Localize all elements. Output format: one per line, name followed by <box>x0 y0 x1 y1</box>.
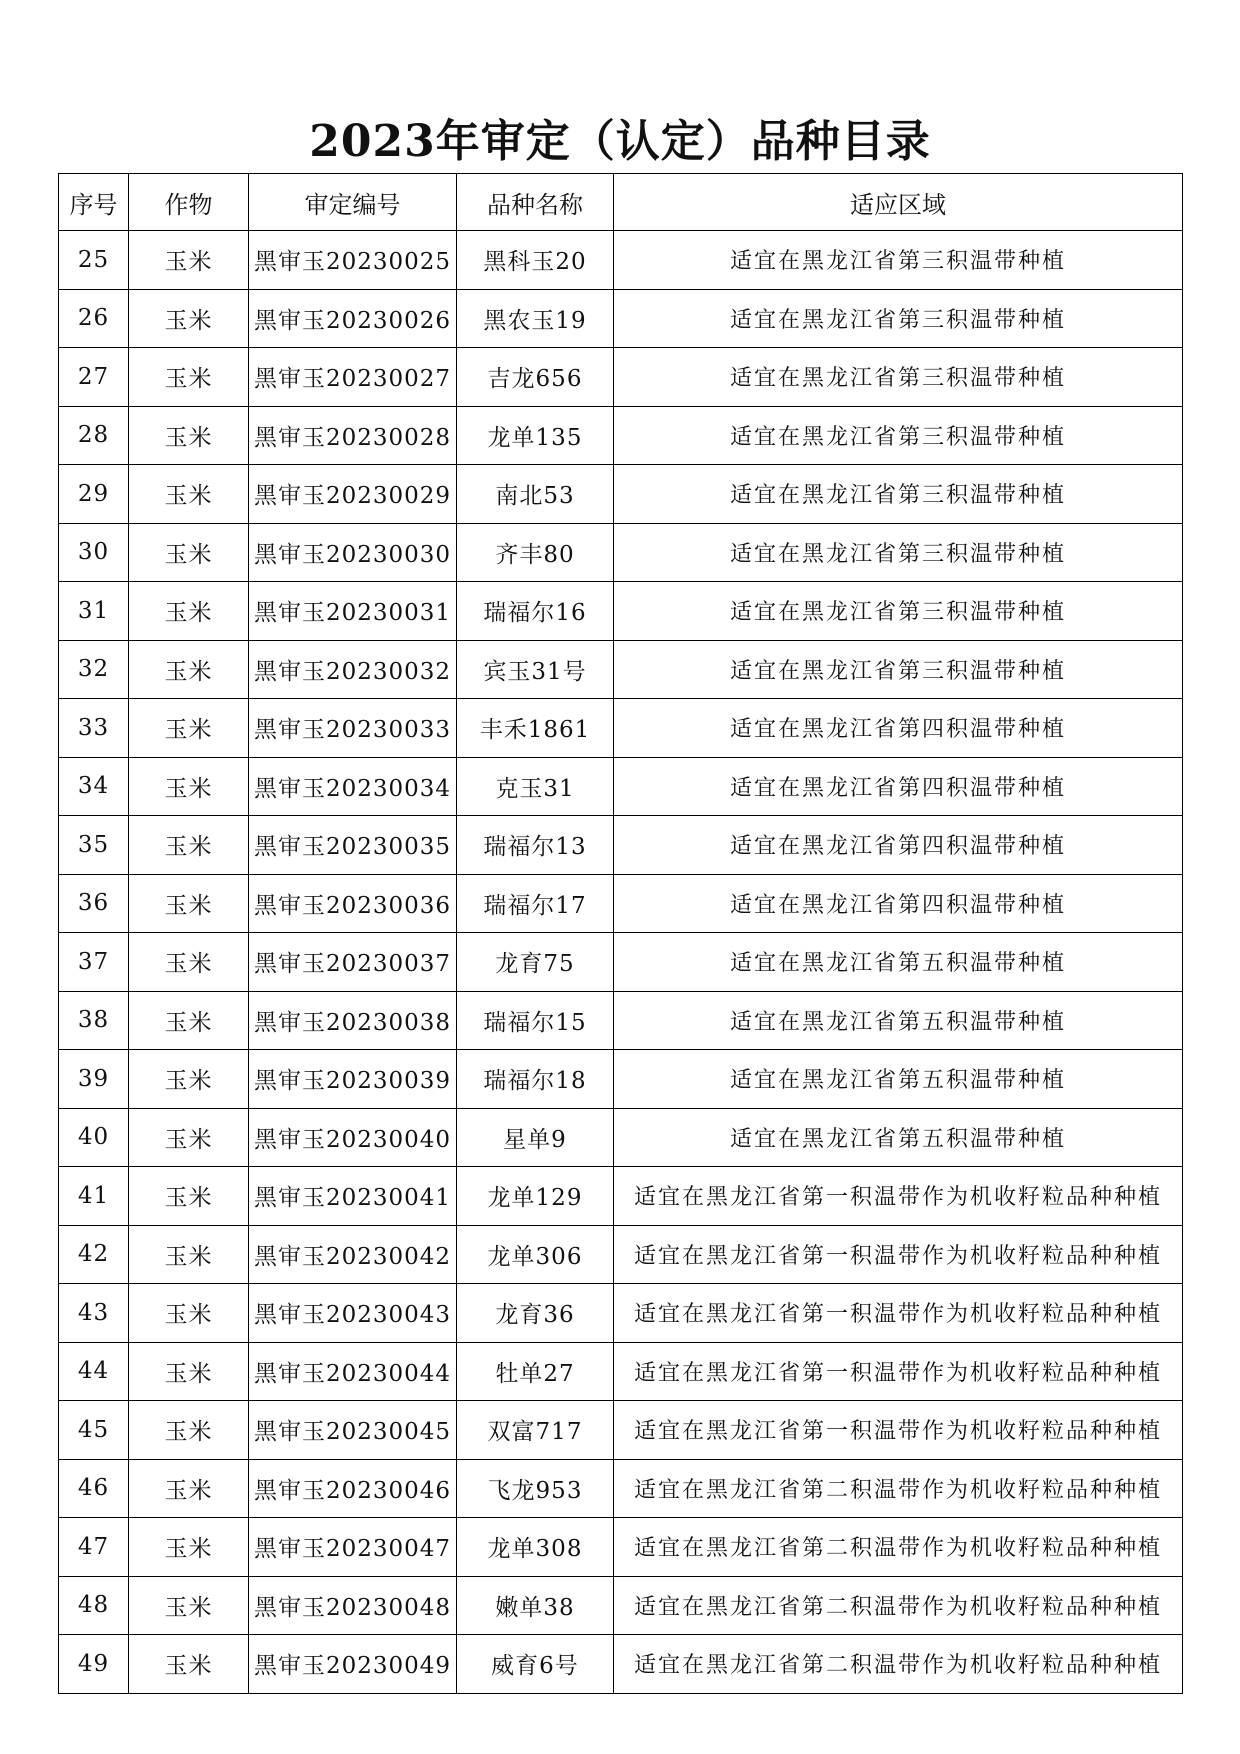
table-row <box>59 1518 1183 1577</box>
cell-no: 27 <box>59 348 129 407</box>
cell-variety: 龙单308 <box>457 1518 614 1577</box>
cell-no: 40 <box>59 1108 129 1167</box>
cell-region: 适宜在黑龙江省第二积温带作为机收籽粒品种种植 <box>614 1459 1183 1518</box>
cell-code: 黑审玉20230032 <box>249 640 457 699</box>
cell-region: 适宜在黑龙江省第三积温带种植 <box>614 523 1183 582</box>
table-row <box>59 582 1183 641</box>
cell-region: 适宜在黑龙江省第二积温带作为机收籽粒品种种植 <box>614 1576 1183 1635</box>
cell-crop: 玉米 <box>129 289 249 348</box>
table-row <box>59 1050 1183 1109</box>
cell-crop: 玉米 <box>129 1225 249 1284</box>
cell-no: 42 <box>59 1225 129 1284</box>
column-header-variety: 品种名称 <box>457 174 614 231</box>
cell-crop: 玉米 <box>129 348 249 407</box>
cell-variety: 龙单129 <box>457 1167 614 1226</box>
cell-code: 黑审玉20230042 <box>249 1225 457 1284</box>
cell-crop: 玉米 <box>129 757 249 816</box>
table-row <box>59 289 1183 348</box>
cell-region: 适宜在黑龙江省第三积温带种植 <box>614 289 1183 348</box>
cell-variety: 克玉31 <box>457 757 614 816</box>
table-row <box>59 991 1183 1050</box>
cell-region: 适宜在黑龙江省第一积温带作为机收籽粒品种种植 <box>614 1167 1183 1226</box>
cell-code: 黑审玉20230037 <box>249 933 457 992</box>
cell-no: 35 <box>59 816 129 875</box>
cell-variety: 龙育75 <box>457 933 614 992</box>
table-row <box>59 1108 1183 1167</box>
cell-code: 黑审玉20230038 <box>249 991 457 1050</box>
cell-variety: 星单9 <box>457 1108 614 1167</box>
cell-code: 黑审玉20230040 <box>249 1108 457 1167</box>
cell-region: 适宜在黑龙江省第四积温带种植 <box>614 757 1183 816</box>
cell-region: 适宜在黑龙江省第三积温带种植 <box>614 582 1183 641</box>
cell-code: 黑审玉20230046 <box>249 1459 457 1518</box>
cell-no: 34 <box>59 757 129 816</box>
cell-code: 黑审玉20230031 <box>249 582 457 641</box>
cell-code: 黑审玉20230044 <box>249 1342 457 1401</box>
cell-no: 26 <box>59 289 129 348</box>
cell-region: 适宜在黑龙江省第一积温带作为机收籽粒品种种植 <box>614 1284 1183 1343</box>
cell-no: 49 <box>59 1635 129 1694</box>
cell-no: 46 <box>59 1459 129 1518</box>
cell-region: 适宜在黑龙江省第五积温带种植 <box>614 1050 1183 1109</box>
table-row <box>59 348 1183 407</box>
cell-no: 37 <box>59 933 129 992</box>
table-row <box>59 1225 1183 1284</box>
cell-variety: 瑞福尔13 <box>457 816 614 875</box>
cell-variety: 南北53 <box>457 465 614 524</box>
cell-no: 41 <box>59 1167 129 1226</box>
cell-variety: 黑农玉19 <box>457 289 614 348</box>
cell-region: 适宜在黑龙江省第一积温带作为机收籽粒品种种植 <box>614 1401 1183 1460</box>
cell-region: 适宜在黑龙江省第四积温带种植 <box>614 699 1183 758</box>
table-row <box>59 231 1183 290</box>
cell-crop: 玉米 <box>129 1108 249 1167</box>
cell-region: 适宜在黑龙江省第三积温带种植 <box>614 406 1183 465</box>
cell-region: 适宜在黑龙江省第一积温带作为机收籽粒品种种植 <box>614 1225 1183 1284</box>
cell-region: 适宜在黑龙江省第三积温带种植 <box>614 231 1183 290</box>
cell-crop: 玉米 <box>129 699 249 758</box>
table-row <box>59 406 1183 465</box>
cell-variety: 嫩单38 <box>457 1576 614 1635</box>
cell-code: 黑审玉20230043 <box>249 1284 457 1343</box>
cell-code: 黑审玉20230049 <box>249 1635 457 1694</box>
cell-no: 33 <box>59 699 129 758</box>
cell-region: 适宜在黑龙江省第五积温带种植 <box>614 991 1183 1050</box>
column-header-code: 审定编号 <box>249 174 457 231</box>
cell-region: 适宜在黑龙江省第四积温带种植 <box>614 816 1183 875</box>
cell-crop: 玉米 <box>129 874 249 933</box>
cell-variety: 黑科玉20 <box>457 231 614 290</box>
table-row <box>59 1401 1183 1460</box>
cell-crop: 玉米 <box>129 406 249 465</box>
cell-crop: 玉米 <box>129 582 249 641</box>
cell-no: 43 <box>59 1284 129 1343</box>
table-row <box>59 1284 1183 1343</box>
table-row <box>59 1342 1183 1401</box>
cell-variety: 瑞福尔17 <box>457 874 614 933</box>
cell-variety: 吉龙656 <box>457 348 614 407</box>
cell-region: 适宜在黑龙江省第三积温带种植 <box>614 465 1183 524</box>
cell-variety: 丰禾1861 <box>457 699 614 758</box>
cell-code: 黑审玉20230035 <box>249 816 457 875</box>
cell-code: 黑审玉20230039 <box>249 1050 457 1109</box>
column-header-region: 适应区域 <box>614 174 1183 231</box>
cell-variety: 龙育36 <box>457 1284 614 1343</box>
cell-no: 47 <box>59 1518 129 1577</box>
column-header-no: 序号 <box>59 174 129 231</box>
cell-code: 黑审玉20230028 <box>249 406 457 465</box>
cell-code: 黑审玉20230041 <box>249 1167 457 1226</box>
cell-variety: 双富717 <box>457 1401 614 1460</box>
column-header-crop: 作物 <box>129 174 249 231</box>
cell-region: 适宜在黑龙江省第三积温带种植 <box>614 348 1183 407</box>
cell-region: 适宜在黑龙江省第三积温带种植 <box>614 640 1183 699</box>
cell-code: 黑审玉20230047 <box>249 1518 457 1577</box>
cell-crop: 玉米 <box>129 231 249 290</box>
table-row <box>59 1167 1183 1226</box>
cell-no: 38 <box>59 991 129 1050</box>
cell-code: 黑审玉20230027 <box>249 348 457 407</box>
cell-crop: 玉米 <box>129 1167 249 1226</box>
cell-no: 48 <box>59 1576 129 1635</box>
cell-code: 黑审玉20230026 <box>249 289 457 348</box>
cell-crop: 玉米 <box>129 1518 249 1577</box>
cell-crop: 玉米 <box>129 816 249 875</box>
table-row <box>59 523 1183 582</box>
cell-no: 29 <box>59 465 129 524</box>
cell-variety: 飞龙953 <box>457 1459 614 1518</box>
cell-crop: 玉米 <box>129 933 249 992</box>
cell-no: 30 <box>59 523 129 582</box>
table-row <box>59 816 1183 875</box>
cell-code: 黑审玉20230029 <box>249 465 457 524</box>
cell-region: 适宜在黑龙江省第二积温带作为机收籽粒品种种植 <box>614 1518 1183 1577</box>
cell-crop: 玉米 <box>129 1342 249 1401</box>
cell-no: 28 <box>59 406 129 465</box>
cell-region: 适宜在黑龙江省第五积温带种植 <box>614 933 1183 992</box>
cell-region: 适宜在黑龙江省第二积温带作为机收籽粒品种种植 <box>614 1635 1183 1694</box>
table-row <box>59 1576 1183 1635</box>
cell-code: 黑审玉20230025 <box>249 231 457 290</box>
cell-variety: 瑞福尔18 <box>457 1050 614 1109</box>
cell-variety: 龙单306 <box>457 1225 614 1284</box>
cell-no: 36 <box>59 874 129 933</box>
cell-no: 32 <box>59 640 129 699</box>
cell-variety: 宾玉31号 <box>457 640 614 699</box>
cell-variety: 牡单27 <box>457 1342 614 1401</box>
cell-region: 适宜在黑龙江省第五积温带种植 <box>614 1108 1183 1167</box>
cell-code: 黑审玉20230034 <box>249 757 457 816</box>
cell-region: 适宜在黑龙江省第一积温带作为机收籽粒品种种植 <box>614 1342 1183 1401</box>
table-row <box>59 465 1183 524</box>
cell-variety: 瑞福尔15 <box>457 991 614 1050</box>
table-row <box>59 874 1183 933</box>
table-row <box>59 640 1183 699</box>
cell-variety: 威育6号 <box>457 1635 614 1694</box>
cell-variety: 齐丰80 <box>457 523 614 582</box>
cell-no: 39 <box>59 1050 129 1109</box>
table-row <box>59 933 1183 992</box>
cell-no: 45 <box>59 1401 129 1460</box>
cell-crop: 玉米 <box>129 1050 249 1109</box>
header-row <box>59 174 1183 231</box>
table-row <box>59 757 1183 816</box>
table-row <box>59 1459 1183 1518</box>
cell-crop: 玉米 <box>129 1635 249 1694</box>
cell-variety: 瑞福尔16 <box>457 582 614 641</box>
cell-crop: 玉米 <box>129 1576 249 1635</box>
cell-crop: 玉米 <box>129 640 249 699</box>
page-title: 2023年审定（认定）品种目录 <box>309 116 931 167</box>
cell-crop: 玉米 <box>129 523 249 582</box>
cell-no: 31 <box>59 582 129 641</box>
cell-code: 黑审玉20230030 <box>249 523 457 582</box>
cell-crop: 玉米 <box>129 1459 249 1518</box>
cell-crop: 玉米 <box>129 991 249 1050</box>
cell-no: 25 <box>59 231 129 290</box>
cell-code: 黑审玉20230048 <box>249 1576 457 1635</box>
table-row <box>59 699 1183 758</box>
cell-no: 44 <box>59 1342 129 1401</box>
cell-code: 黑审玉20230045 <box>249 1401 457 1460</box>
table-row <box>59 1635 1183 1694</box>
cell-code: 黑审玉20230036 <box>249 874 457 933</box>
variety-table <box>58 173 1183 1694</box>
cell-crop: 玉米 <box>129 465 249 524</box>
cell-variety: 龙单135 <box>457 406 614 465</box>
cell-region: 适宜在黑龙江省第四积温带种植 <box>614 874 1183 933</box>
cell-crop: 玉米 <box>129 1284 249 1343</box>
cell-code: 黑审玉20230033 <box>249 699 457 758</box>
cell-crop: 玉米 <box>129 1401 249 1460</box>
